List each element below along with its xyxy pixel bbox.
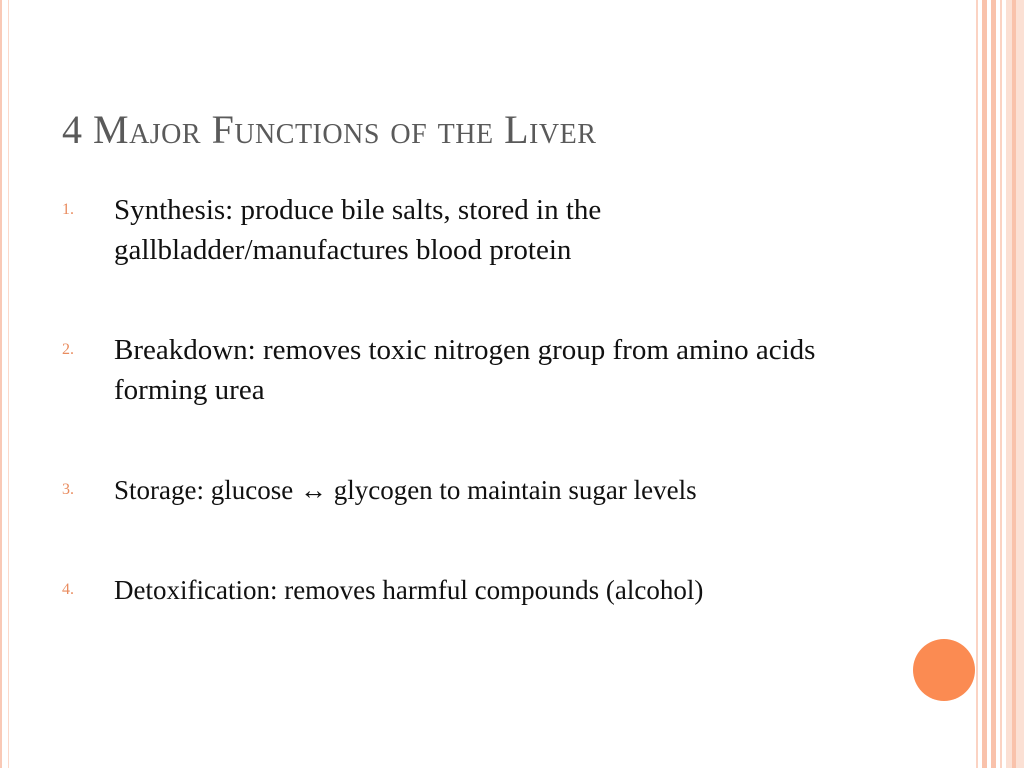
list-item bbox=[62, 470, 862, 510]
list-item-text: Detoxification: removes harmful compounds (alcohol) bbox=[114, 575, 704, 605]
right-stripe bbox=[982, 0, 987, 768]
list-number: 3. bbox=[62, 481, 74, 498]
right-stripe bbox=[1012, 0, 1016, 768]
left-border-line bbox=[0, 0, 2, 768]
list-item-text: Breakdown: removes toxic nitrogen group from amino acids forming urea bbox=[114, 334, 816, 406]
right-stripe bbox=[976, 0, 978, 768]
list-item-text: Storage: glucose ↔ glycogen to maintain sugar levels bbox=[114, 475, 697, 505]
right-stripe bbox=[991, 0, 996, 768]
right-stripe bbox=[1000, 0, 1002, 768]
decorative-circle bbox=[913, 639, 975, 701]
function-list bbox=[62, 190, 862, 610]
list-number: 4. bbox=[62, 581, 74, 598]
list-item bbox=[62, 570, 862, 610]
list-item-text: Synthesis: produce bile salts, stored in the gallbladder/manufactures blood protein bbox=[114, 194, 602, 266]
list-item bbox=[62, 330, 862, 410]
slide-title: 4 Major Functions of the Liver bbox=[62, 107, 597, 152]
left-border-inner-line bbox=[8, 0, 9, 768]
list-item bbox=[62, 190, 862, 270]
list-number: 1. bbox=[62, 201, 74, 218]
list-number: 2. bbox=[62, 341, 74, 358]
